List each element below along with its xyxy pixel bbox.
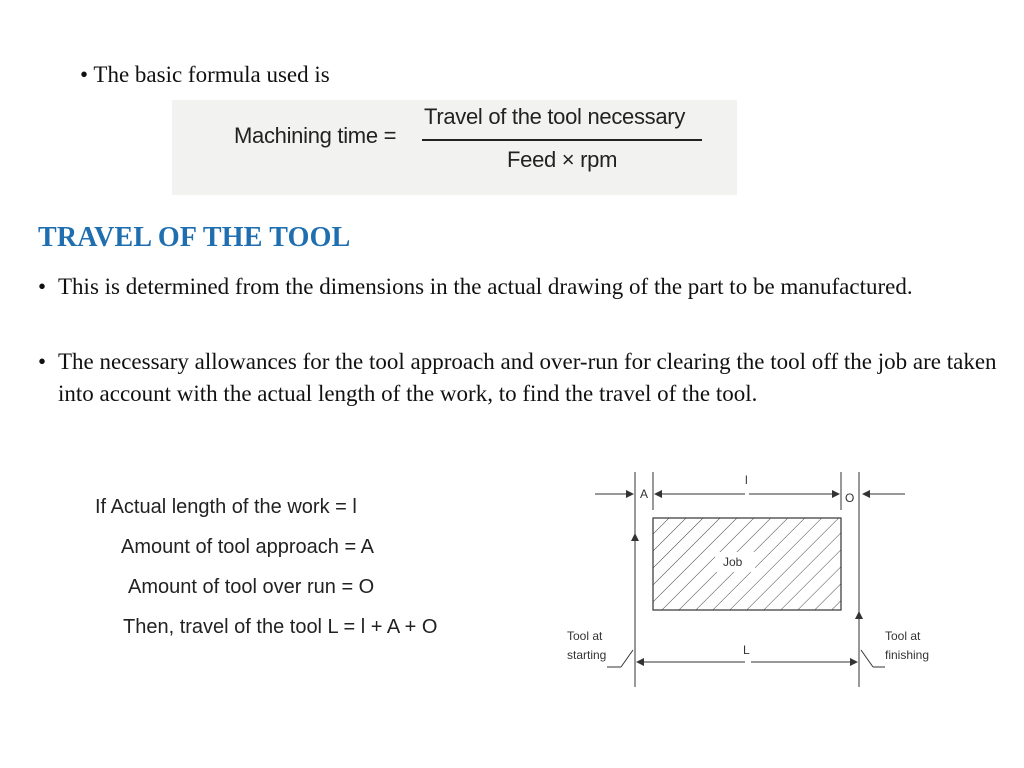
formula-numerator: Travel of the tool necessary — [424, 104, 686, 129]
machining-time-formula — [172, 100, 737, 195]
tool-start-leader — [621, 650, 633, 667]
section-heading: TRAVEL OF THE TOOL — [38, 222, 351, 253]
formula-lhs: Machining time = — [234, 123, 397, 148]
label-job: Job — [723, 555, 743, 569]
formula-image — [172, 100, 737, 195]
tool-start-label-line1: Tool at — [567, 629, 603, 643]
label-big-l: L — [743, 643, 750, 657]
label-l: l — [745, 473, 748, 487]
intro-text: The basic formula used is — [93, 62, 330, 87]
tool-finish-label-line2: finishing — [885, 648, 930, 662]
definition-line: Then, travel of the tool L = l + A + O — [123, 616, 438, 638]
bullet-text: This is determined from the dimensions in the actual drawing of the part to be manufactured. — [58, 274, 913, 299]
tool-finish-leader — [861, 650, 873, 667]
definition-line: If Actual length of the work = l — [95, 496, 357, 518]
intro-line — [80, 62, 330, 88]
tool-start-label-line2: starting — [567, 648, 607, 662]
bullet-text: The necessary allowances for the tool approach and over-run for clearing the tool off the job are taken into account with the actual length of the work, to find the travel of the tool. — [58, 349, 997, 406]
definition-line: Amount of tool approach = A — [121, 536, 374, 558]
label-o: O — [845, 491, 855, 505]
definition-line: Amount of tool over run = O — [128, 576, 375, 598]
bullet-mark: • — [38, 349, 47, 374]
formula-denominator: Feed × rpm — [507, 147, 618, 172]
tool-travel-diagram — [555, 462, 935, 692]
tool-finish-label-line1: Tool at — [885, 629, 921, 643]
bullet-paragraph-1 — [38, 271, 1008, 303]
fraction-bar — [422, 139, 702, 141]
label-a: A — [640, 487, 649, 501]
bullet-mark: • — [38, 274, 47, 299]
bullet-paragraph-2 — [38, 346, 1008, 410]
intro-bullet: • — [80, 62, 89, 87]
